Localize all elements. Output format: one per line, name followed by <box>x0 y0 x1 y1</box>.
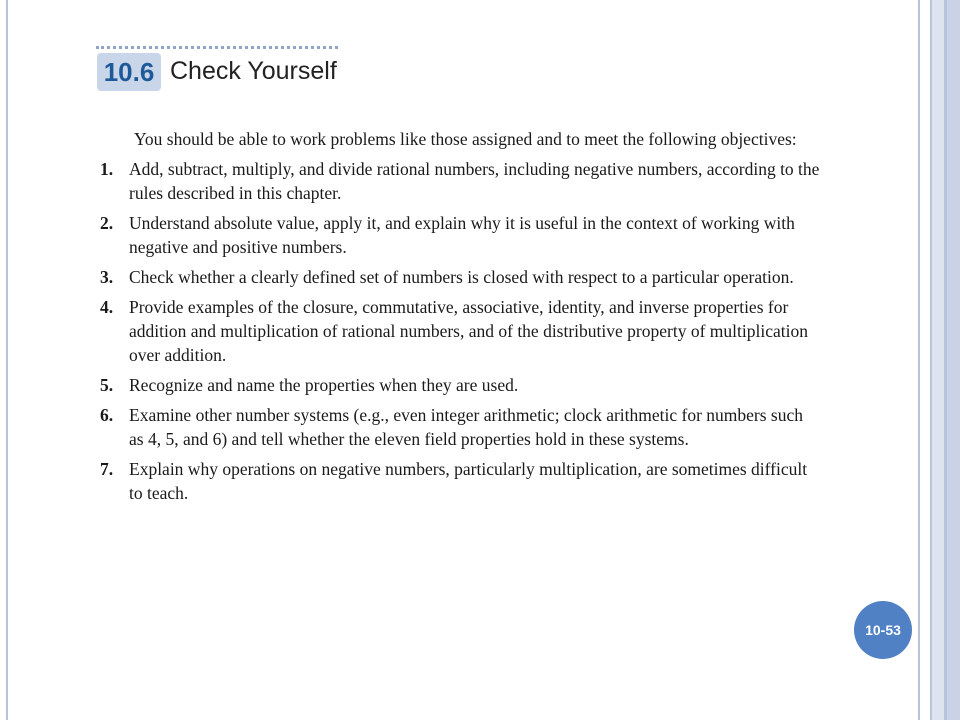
objective-text: Understand absolute value, apply it, and explain why it is useful in the context of working with negative and positive numbers. <box>129 213 795 257</box>
objective-text: Examine other number systems (e.g., even integer arithmetic; clock arithmetic for numbers such as 4, 5, and 6) and tell whether the eleven field properties hold in these systems. <box>129 405 804 449</box>
objective-number: 2. <box>100 213 114 233</box>
objective-number: 6. <box>100 405 114 425</box>
objective-item <box>100 457 820 505</box>
objective-text: Add, subtract, multiply, and divide rational numbers, including negative numbers, according to the rules described in this chapter. <box>129 159 820 203</box>
objective-text: Check whether a clearly defined set of numbers is closed with respect to a particular operation. <box>129 267 794 287</box>
section-title: Check Yourself <box>170 57 337 85</box>
objective-item <box>100 295 820 367</box>
left-border-line <box>6 0 8 720</box>
page-number-badge: 10-53 <box>854 601 912 659</box>
objective-number: 3. <box>100 267 114 287</box>
section-number-badge: 10.6 <box>97 53 161 91</box>
right-decorative-stripes <box>918 0 960 720</box>
stripe <box>920 0 930 720</box>
objective-text: Provide examples of the closure, commutative, associative, identity, and inverse properties for addition and multiplication of rational numbers, and of the distributive property of multiplication over addition. <box>129 297 808 365</box>
content-body <box>100 127 820 511</box>
objective-item <box>100 265 820 289</box>
objective-number: 4. <box>100 297 114 317</box>
objective-item <box>100 157 820 205</box>
objective-number: 5. <box>100 375 114 395</box>
objective-text: Recognize and name the properties when they are used. <box>129 375 519 395</box>
stripe <box>932 0 944 720</box>
objective-text: Explain why operations on negative numbers, particularly multiplication, are sometimes difficult to teach. <box>129 459 808 503</box>
objectives-list <box>100 157 820 505</box>
header-dotted-rule <box>96 46 338 49</box>
objective-number: 1. <box>100 159 114 179</box>
objective-number: 7. <box>100 459 114 479</box>
objective-item <box>100 373 820 397</box>
stripe <box>947 0 960 720</box>
objective-item <box>100 211 820 259</box>
objective-item <box>100 403 820 451</box>
intro-paragraph: You should be able to work problems like those assigned and to meet the following objectives: <box>134 129 797 149</box>
